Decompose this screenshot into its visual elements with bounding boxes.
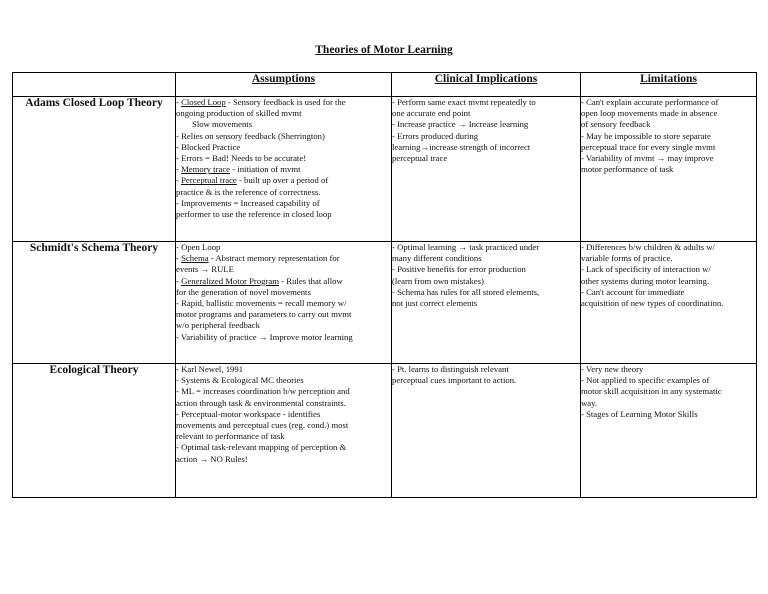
cell-line: - Errors produced during — [392, 130, 479, 141]
cell-line: ongoing production of skilled mvmt — [176, 108, 302, 119]
term-label: Closed Loop — [181, 97, 226, 107]
cell-line: perceptual trace — [392, 153, 448, 164]
header-assumptions: Assumptions — [176, 73, 392, 97]
cell-line: - Stages of Learning Motor Skills — [581, 408, 698, 419]
assumptions-cell — [176, 364, 392, 498]
cell-line: - Variability of mvmt → may improve — [581, 153, 714, 164]
term-label: Perceptual trace — [181, 175, 237, 186]
cell-line: - Can't explain accurate performance of — [581, 97, 719, 107]
cell-line: open loop movements made in absence — [581, 108, 718, 119]
header-limitations: Limitations — [581, 73, 757, 97]
cell-line: - Generalized Motor Program - Rules that allow — [176, 275, 343, 286]
cell-line: - Memory trace - initiation of mvmt — [176, 164, 301, 175]
cell-line: relevant to performance of task — [176, 431, 285, 442]
limitations-cell — [581, 242, 757, 364]
cell-line: - Schema has rules for all stored elements, — [392, 286, 540, 297]
header-empty-cell — [13, 73, 176, 97]
cell-line: - Perform same exact mvmt repeatedly to — [392, 97, 536, 107]
table-row — [13, 242, 757, 364]
cell-line: way. — [581, 397, 598, 408]
theories-table — [12, 72, 757, 498]
term-label: Schema — [181, 253, 209, 264]
cell-line: - Closed Loop - Sensory feedback is used for the — [176, 97, 346, 107]
document-title: Theories of Motor Learning — [315, 44, 453, 56]
clinical-implications-cell — [392, 97, 581, 242]
cell-line: - Very new theory — [581, 364, 644, 374]
cell-line: - Perceptual trace - built up over a period of — [176, 175, 329, 186]
assumptions-cell — [176, 97, 392, 242]
cell-line: events → RULE — [176, 264, 234, 275]
cell-line: - Differences b/w children & adults w/ — [581, 242, 715, 252]
cell-line: motor programs and parameters to carry out mvmt — [176, 309, 352, 320]
term-label: Memory trace — [181, 164, 231, 175]
header-clinical-implications: Clinical Implications — [392, 73, 581, 97]
cell-line: - Relies on sensory feedback (Sherrington) — [176, 130, 325, 141]
cell-line: other systems during motor learning. — [581, 275, 710, 286]
cell-line: perceptual trace for every single mvmt — [581, 141, 716, 152]
cell-line: learning→increase strength of incorrect — [392, 141, 531, 152]
cell-line: - Karl Newel, 1991 — [176, 364, 244, 374]
cell-line: - Can't account for immediate — [581, 286, 685, 297]
cell-line: - Open Loop — [176, 242, 221, 252]
cell-line: - Rapid, ballistic movements = recall memory w/ — [176, 298, 347, 309]
header-row — [13, 73, 757, 97]
cell-line: movements and perceptual cues (reg. cond.) most — [176, 420, 349, 431]
table-row — [13, 97, 757, 242]
cell-line: perceptual cues important to action. — [392, 375, 517, 386]
cell-line: - Positive benefits for error production — [392, 264, 526, 275]
cell-line: variable forms of practice. — [581, 253, 673, 264]
assumptions-cell — [176, 242, 392, 364]
theory-name: Schmidt's Schema Theory — [13, 242, 176, 364]
cell-line: - Increase practice → Increase learning — [392, 119, 529, 130]
cell-line: one accurate end point — [392, 108, 471, 119]
cell-line: acquisition of new types of coordination. — [581, 298, 724, 309]
cell-line: - Perceptual-motor workspace - identifies — [176, 408, 321, 419]
cell-line: - Systems & Ecological MC theories — [176, 375, 304, 386]
cell-line: performer to use the reference in closed loop — [176, 209, 332, 220]
cell-line: - Optimal task-relevant mapping of perception & — [176, 442, 347, 453]
limitations-cell — [581, 364, 757, 498]
cell-line: - Errors = Bad! Needs to be accurate! — [176, 153, 307, 164]
cell-line: not just correct elements — [392, 298, 478, 309]
theory-name: Ecological Theory — [13, 364, 176, 498]
theory-name: Adams Closed Loop Theory — [13, 97, 176, 242]
cell-line: - Not applied to specific examples of — [581, 375, 710, 386]
cell-line: practice & is the reference of correctness. — [176, 186, 321, 197]
term-label: Generalized Motor Program — [181, 275, 280, 286]
cell-line: - Blocked Practice — [176, 141, 241, 152]
cell-line: - Variability of practice → Improve motor learning — [176, 331, 353, 342]
cell-line: - ML = increases coordination b/w perception and — [176, 386, 350, 397]
cell-line: w/o peripheral feedback — [176, 320, 260, 331]
cell-line: motor performance of task — [581, 164, 674, 175]
cell-line: - Schema - Abstract memory representation for — [176, 253, 340, 264]
cell-line: for the generation of novel movements — [176, 286, 311, 297]
clinical-implications-cell — [392, 364, 581, 498]
cell-line: - Lack of specificity of interaction w/ — [581, 264, 711, 275]
cell-line: - Improvements = Increased capability of — [176, 197, 320, 208]
cell-line: of sensory feedback — [581, 119, 651, 130]
cell-line: motor skill acquisition in any systematic — [581, 386, 722, 397]
cell-line: action → NO Rules! — [176, 453, 248, 464]
cell-line: many different conditions — [392, 253, 482, 264]
cell-line: - Optimal learning → task practiced under — [392, 242, 540, 252]
clinical-implications-cell — [392, 242, 581, 364]
cell-line: - Pt. learns to distinguish relevant — [392, 364, 509, 374]
cell-line: action through task & environmental constraints. — [176, 397, 346, 408]
limitations-cell — [581, 97, 757, 242]
cell-line: - May be impossible to store separate — [581, 130, 711, 141]
table-row — [13, 364, 757, 498]
cell-line: Slow movements — [192, 119, 253, 130]
cell-line: (learn from own mistakes) — [392, 275, 484, 286]
